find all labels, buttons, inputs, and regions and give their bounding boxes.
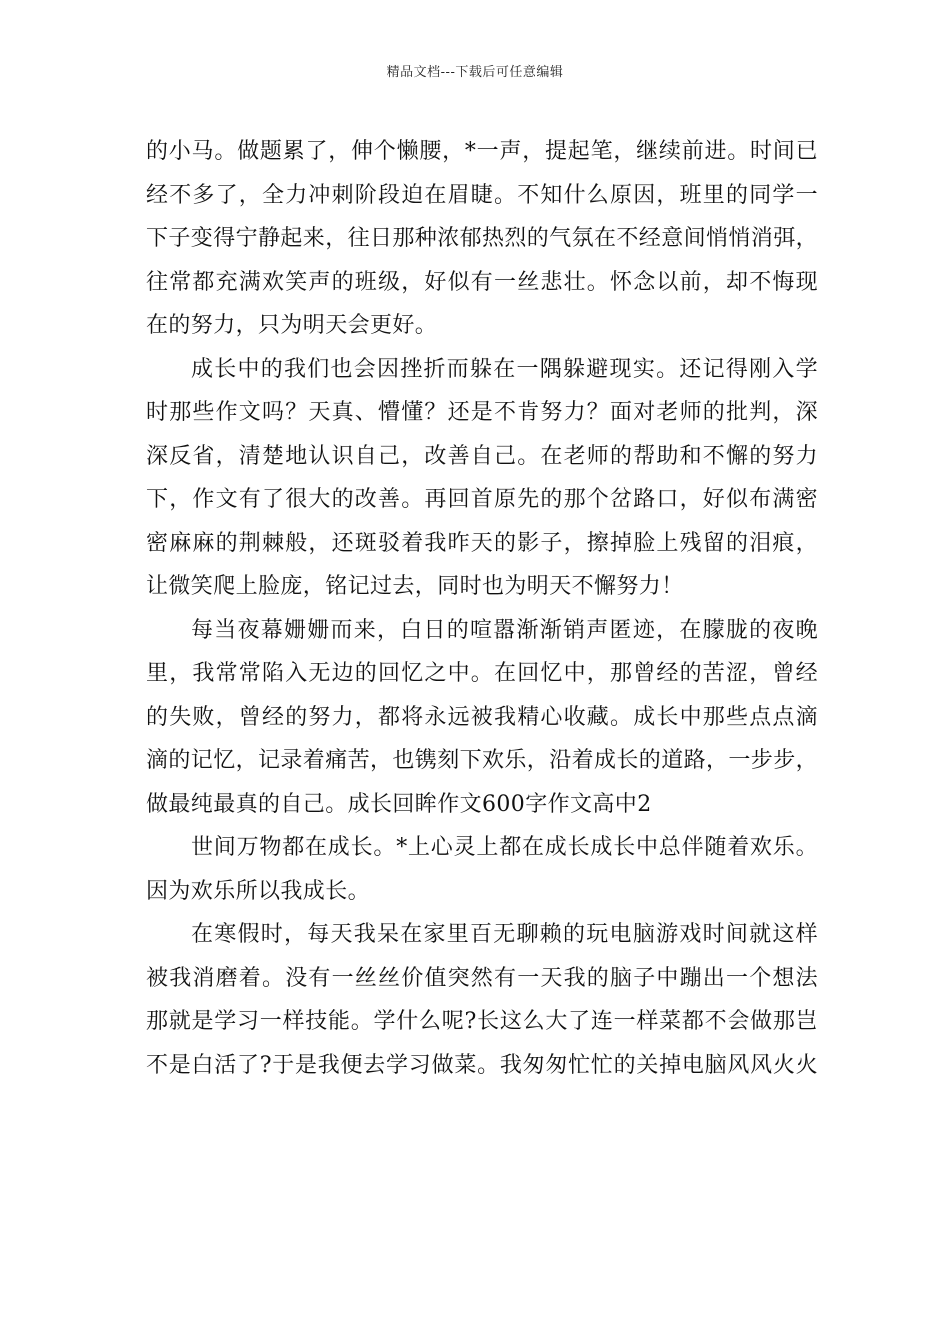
- text-line: 往常都充满欢笑声的班级，好似有一丝悲壮。怀念以前，却不悔现: [146, 269, 818, 295]
- paragraph-first-line: 在寒假时，每天我呆在家里百无聊赖的玩电脑游戏时间就这样: [191, 922, 818, 947]
- page-header: 精品文档---下载后可任意编辑: [386, 65, 564, 80]
- text-line: 深反省，清楚地认识自己，改善自己。在老师的帮助和不懈的努力: [146, 443, 818, 469]
- paragraph-first-line: 每当夜幕姗姗而来，白日的喧嚣渐渐销声匿迹，在朦胧的夜晚: [191, 617, 818, 643]
- text-line: 密麻麻的荆棘般，还斑驳着我昨天的影子，擦掉脸上残留的泪痕，: [146, 530, 818, 556]
- text-line: 做最纯最真的自己。成长回眸作文600字作文高中2: [146, 791, 652, 817]
- text-line: 的失败，曾经的努力，都将永远被我精心收藏。成长中那些点点滴: [146, 704, 818, 730]
- text-line: 里，我常常陷入无边的回忆之中。在回忆中，那曾经的苦涩，曾经: [146, 661, 818, 686]
- text-line: 在的努力，只为明天会更好。: [146, 313, 438, 338]
- text-line: 那就是学习一样技能。学什么呢?长这么大了连一样菜都不会做那岂: [146, 1009, 818, 1034]
- paragraph-first-line: 成长中的我们也会因挫折而躲在一隅躲避现实。还记得刚入学: [191, 356, 818, 382]
- paragraph-first-line: 世间万物都在成长。*上心灵上都在成长成长中总伴随着欢乐。: [191, 835, 818, 860]
- text-line: 因为欢乐所以我成长。: [146, 878, 371, 904]
- text-line: 被我消磨着。没有一丝丝价值突然有一天我的脑子中蹦出一个想法: [146, 965, 818, 991]
- text-line: 经不多了，全力冲刺阶段迫在眉睫。不知什么原因，班里的同学一: [146, 182, 818, 208]
- document-body: [146, 130, 818, 1087]
- text-line: 下子变得宁静起来，往日那种浓郁热烈的气氛在不经意间悄悄消弭，: [146, 226, 819, 251]
- text-line: 下，作文有了很大的改善。再回首原先的那个岔路口，好似布满密: [146, 487, 818, 512]
- text-line: 让微笑爬上脸庞，铭记过去，同时也为明天不懈努力！: [146, 574, 684, 599]
- text-line: 不是白活了?于是我便去学习做菜。我匆匆忙忙的关掉电脑风风火火: [146, 1052, 818, 1078]
- text-line: 时那些作文吗？天真、懵懂？还是不肯努力？面对老师的批判，深: [146, 400, 818, 425]
- text-line: 滴的记忆，记录着痛苦，也镌刻下欢乐，沿着成长的道路，一步步，: [146, 748, 819, 773]
- text-line: 的小马。做题累了，伸个懒腰，*一声，提起笔，继续前进。时间已: [146, 139, 818, 164]
